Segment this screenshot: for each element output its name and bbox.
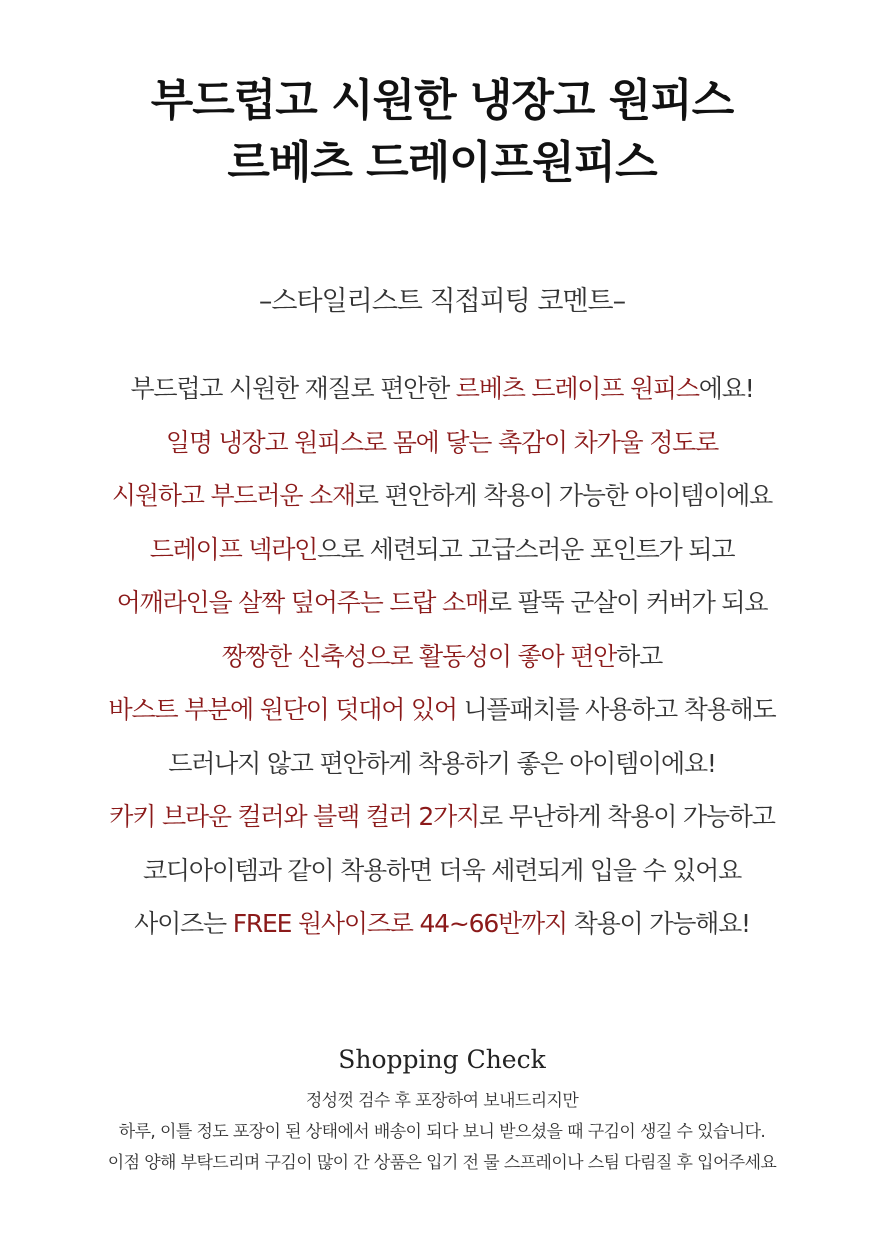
comment-line bbox=[0, 523, 884, 577]
comment-highlight: FREE 원사이즈로 44~66반까지 bbox=[232, 909, 567, 938]
comment-highlight: 시원하고 부드러운 소재 bbox=[111, 481, 355, 510]
shopping-check-notice bbox=[0, 1086, 884, 1179]
comment-text: 에요! bbox=[698, 374, 754, 403]
comment-line bbox=[0, 897, 884, 951]
comment-line bbox=[0, 416, 884, 470]
comment-text: 드러나지 않고 편안하게 착용하기 좋은 아이템이에요! bbox=[168, 748, 716, 778]
comment-text: 로 팔뚝 군살이 커버가 되요 bbox=[487, 588, 768, 617]
comment-highlight: 일명 냉장고 원피스로 몸에 닿는 촉감이 차가울 정도로 bbox=[165, 427, 719, 457]
product-title-line-2: 르베츠 드레이프원피스 bbox=[227, 137, 657, 188]
comment-line bbox=[0, 737, 884, 791]
shopping-check-title: Shopping Check bbox=[338, 1045, 546, 1074]
comment-text: 하고 bbox=[616, 641, 663, 671]
comment-highlight: 바스트 부분에 원단이 덧대어 있어 bbox=[108, 695, 457, 724]
comment-highlight: 드레이프 넥라인 bbox=[149, 534, 318, 564]
comment-text: 착용이 가능해요! bbox=[566, 909, 750, 938]
comment-line bbox=[0, 844, 884, 898]
shopping-check-line: 정성껏 검수 후 포장하여 보내드리지만 bbox=[305, 1091, 579, 1111]
comment-highlight: 어깨라인을 살짝 덮어주는 드랍 소매 bbox=[116, 588, 488, 617]
comment-text: 코디아이템과 같이 착용하면 더욱 세련되게 입을 수 있어요 bbox=[142, 855, 742, 885]
comment-line bbox=[0, 576, 884, 630]
comment-highlight: 짱짱한 신축성으로 활동성이 좋아 편안 bbox=[221, 641, 617, 671]
comment-text: 로 무난하게 착용이 가능하고 bbox=[479, 802, 775, 831]
shopping-check-line: 이점 양해 부탁드리며 구김이 많이 간 상품은 입기 전 물 스프레이나 스팀 다림질 후 입어주세요 bbox=[107, 1153, 777, 1173]
comment-text: 사이즈는 bbox=[134, 909, 233, 938]
product-title-line-1: 부드럽고 시원한 냉장고 원피스 bbox=[150, 75, 734, 126]
comment-highlight: 카키 브라운 컬러와 블랙 컬러 2가지 bbox=[109, 802, 480, 831]
comment-text: 니플패치를 사용하고 착용해도 bbox=[456, 695, 776, 724]
comment-line bbox=[0, 683, 884, 737]
comment-text: 으로 세련되고 고급스러운 포인트가 되고 bbox=[317, 534, 735, 564]
comment-text: 부드럽고 시원한 재질로 편안한 bbox=[130, 374, 456, 403]
stylist-comment-heading: –스타일리스트 직접피팅 코멘트– bbox=[258, 286, 626, 317]
comment-line bbox=[0, 469, 884, 523]
comment-text: 로 편안하게 착용이 가능한 아이템이에요 bbox=[354, 481, 773, 510]
comment-line bbox=[0, 630, 884, 684]
comment-line bbox=[0, 790, 884, 844]
stylist-comment-body bbox=[0, 362, 884, 951]
comment-line bbox=[0, 362, 884, 416]
product-title bbox=[0, 70, 884, 194]
shopping-check-line: 하루, 이틀 정도 포장이 된 상태에서 배송이 되다 보니 받으셨을 때 구김이 생길 수 있습니다. bbox=[118, 1122, 766, 1142]
comment-highlight: 르베츠 드레이프 원피스 bbox=[455, 374, 699, 403]
